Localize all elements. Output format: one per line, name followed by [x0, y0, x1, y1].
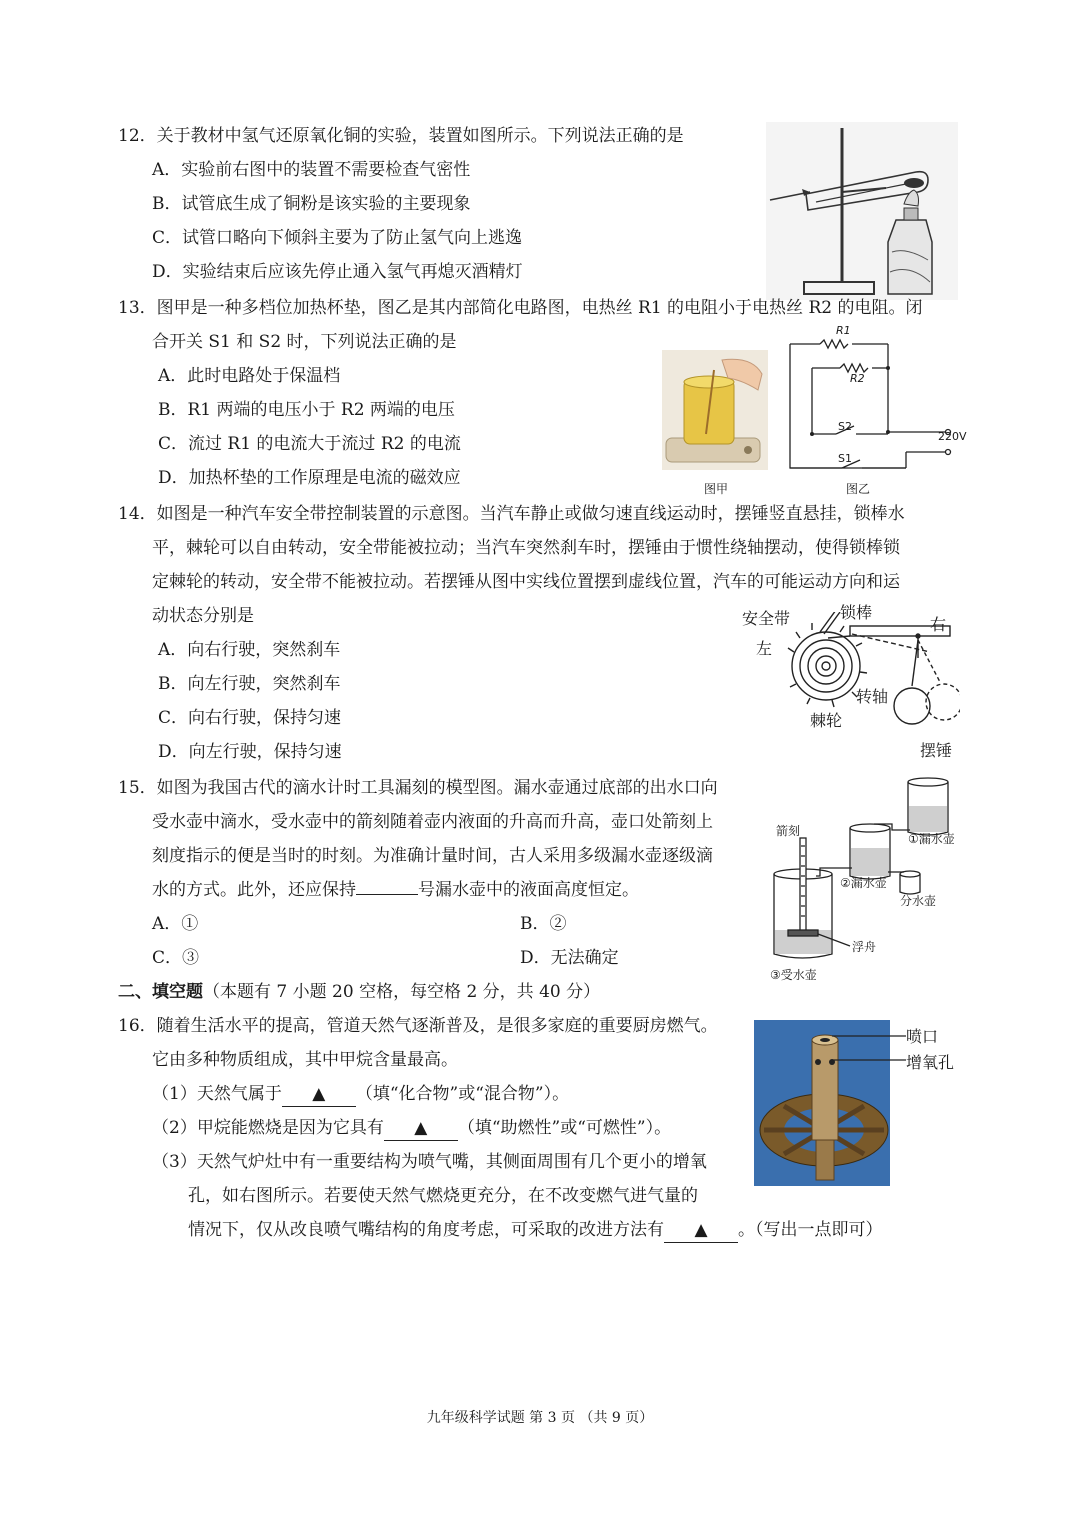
q12-stem: 12．关于教材中氢气还原氧化铜的实验，装置如图所示。下列说法正确的是 — [118, 126, 684, 146]
q13-heating-pad-photo — [662, 350, 768, 470]
q15-stem-line4 — [152, 878, 639, 902]
q14-label-axis: 转轴 — [856, 687, 889, 706]
q16-stem-line2: 它由多种物质组成，其中甲烷含量最高。 — [152, 1050, 458, 1070]
q15-label-float: 浮舟 — [852, 940, 877, 954]
q14-label-lock: 锁棒 — [840, 603, 873, 622]
q16-part2-blank[interactable]: ▲ — [384, 1116, 458, 1141]
q14-stem-line4: 动状态分别是 — [152, 606, 254, 626]
q13-label-r1: R1 — [836, 324, 851, 337]
section2-title: 二、填空题 — [118, 982, 203, 1002]
q15-stem-line1: 15．如图为我国古代的滴水计时工具漏刻的模型图。漏水壶通过底部的出水口向 — [118, 778, 718, 798]
q12-apparatus-figure — [766, 122, 958, 300]
q16-part1 — [152, 1082, 569, 1107]
q12-option-a[interactable]: A．实验前右图中的装置不需要检查气密性 — [152, 160, 471, 180]
q14-stem-line2: 平，棘轮可以自由转动，安全带能被拉动；当汽车突然刹车时，摆锤由于惯性绕轴摆动，使得锁棒锁 — [152, 538, 900, 558]
q12-option-c[interactable]: C．试管口略向下倾斜主要为了防止氢气向上逃逸 — [152, 228, 523, 248]
q13-fig-a-caption: 图甲 — [704, 482, 729, 496]
q13-label-s2: S2 — [838, 420, 852, 433]
q16-part3-before: 情况下，仅从改良喷气嘴结构的角度考虑，可采取的改进方法有 — [188, 1220, 664, 1240]
q14-label-ratchet: 棘轮 — [810, 711, 843, 730]
q13-option-a[interactable]: A．此时电路处于保温档 — [158, 366, 341, 386]
q12-option-d[interactable]: D．实验结束后应该先停止通入氢气再熄灭酒精灯 — [152, 262, 523, 282]
q16-part3-line1: （3）天然气炉灶中有一重要结构为喷气嘴，其侧面周围有几个更小的增氧 — [152, 1152, 707, 1172]
q16-part2 — [152, 1116, 671, 1141]
q15-label-pot2: ②漏水壶 — [840, 876, 887, 890]
q14-option-c[interactable]: C．向右行驶，保持匀速 — [158, 708, 342, 728]
q14-stem-line1: 14．如图是一种汽车安全带控制装置的示意图。当汽车静止或做匀速直线运动时，摆锤竖直悬挂，锁棒水 — [118, 504, 905, 524]
q14-option-d[interactable]: D．向左行驶，保持匀速 — [158, 742, 342, 762]
q14-label-right: 右 — [930, 615, 947, 634]
q15-answer-blank[interactable] — [356, 894, 418, 895]
q15-stem-line3: 刻度指示的便是当时的时刻。为准确计量时间，古人采用多级漏水壶逐级滴 — [152, 846, 713, 866]
q16-part3-after: 。（写出一点即可） — [738, 1220, 883, 1240]
q12-option-b[interactable]: B．试管底生成了铜粉是该实验的主要现象 — [152, 194, 471, 214]
page-footer: 九年级科学试题 第 3 页 （共 9 页） — [426, 1410, 654, 1426]
section2-note: （本题有 7 小题 20 空格，每空格 2 分，共 40 分） — [203, 982, 601, 1002]
q15-label-pot3: ③受水壶 — [770, 968, 817, 982]
q13-label-s1: S1 — [838, 452, 852, 465]
q14-label-belt: 安全带 — [742, 609, 791, 628]
q14-stem-line3: 定棘轮的转动，安全带不能被拉动。若摆锤从图中实线位置摆到虚线位置，汽车的可能运动方向和运 — [152, 572, 900, 592]
q15-stem-text-after: 号漏水壶中的液面高度恒定。 — [418, 880, 639, 900]
q13-label-220v: 220V — [938, 430, 967, 443]
q13-stem-line1: 13．图甲是一种多档位加热杯垫，图乙是其内部简化电路图，电热丝 R1 的电阻小于电热丝 R2 的电阻。闭 — [118, 298, 923, 318]
q13-stem-line2: 合开关 S1 和 S2 时，下列说法正确的是 — [152, 332, 457, 352]
q15-stem-line2: 受水壶中滴水，受水壶中的箭刻随着壶内液面的升高而升高，壶口处箭刻上 — [152, 812, 713, 832]
q16-part1-before: （1）天然气属于 — [152, 1084, 282, 1104]
q13-fig-b-caption: 图乙 — [846, 482, 871, 496]
q15-label-split: 分水壶 — [900, 894, 937, 908]
q15-stem-text-before: 水的方式。此外，还应保持 — [152, 880, 356, 900]
q15-option-d[interactable]: D．无法确定 — [520, 948, 619, 968]
q16-part3-line3 — [188, 1218, 883, 1243]
q15-label-arrow: 箭刻 — [776, 824, 801, 838]
q16-label-hole: 增氧孔 — [906, 1053, 955, 1072]
q13-option-b[interactable]: B．R1 两端的电压小于 R2 两端的电压 — [158, 400, 455, 420]
q16-pointer-lines — [832, 1026, 910, 1066]
q13-label-r2: R2 — [850, 372, 865, 385]
q14-option-b[interactable]: B．向左行驶，突然刹车 — [158, 674, 341, 694]
q15-option-b[interactable]: B．② — [520, 914, 567, 934]
q14-label-pendulum: 摆锤 — [920, 741, 953, 760]
q15-label-pot1: ①漏水壶 — [908, 832, 955, 846]
q15-option-a[interactable]: A．① — [152, 914, 199, 934]
q14-option-a[interactable]: A．向右行驶，突然刹车 — [158, 640, 341, 660]
q16-part2-before: （2）甲烷能燃烧是因为它具有 — [152, 1118, 384, 1138]
q16-part1-after: （填“化合物”或“混合物”）。 — [355, 1084, 570, 1104]
q13-circuit-diagram — [784, 322, 964, 474]
q14-label-left: 左 — [756, 639, 773, 658]
q16-part3-blank[interactable]: ▲ — [664, 1218, 738, 1243]
q15-option-c[interactable]: C．③ — [152, 948, 200, 968]
q13-option-c[interactable]: C．流过 R1 的电流大于流过 R2 的电流 — [158, 434, 461, 454]
q16-stem-line1: 16．随着生活水平的提高，管道天然气逐渐普及，是很多家庭的重要厨房燃气。 — [118, 1016, 718, 1036]
section2-header — [118, 980, 600, 1004]
q13-option-d[interactable]: D．加热杯垫的工作原理是电流的磁效应 — [158, 468, 461, 488]
q16-part1-blank[interactable]: ▲ — [282, 1082, 356, 1107]
q16-part2-after: （填“助燃性”或“可燃性”）。 — [457, 1118, 672, 1138]
q16-part3-line2: 孔，如右图所示。若要使天然气燃烧更充分，在不改变燃气进气量的 — [188, 1186, 698, 1206]
q16-label-nozzle: 喷口 — [906, 1027, 939, 1046]
